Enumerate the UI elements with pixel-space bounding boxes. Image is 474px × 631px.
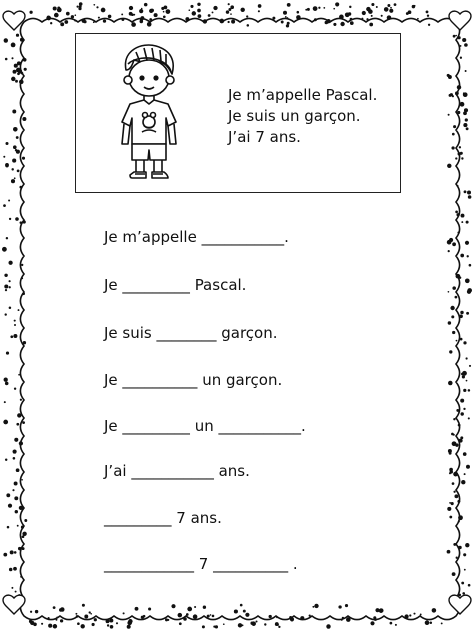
boy-illustration	[104, 40, 194, 190]
worksheet-line-8: ____________ 7 __________ .	[104, 555, 298, 573]
intro-card	[75, 33, 401, 193]
intro-line-age: J’ai 7 ans.	[228, 128, 301, 146]
worksheet-line-3: Je suis ________ garçon.	[104, 324, 278, 342]
worksheet-line-2: Je _________ Pascal.	[104, 276, 247, 294]
worksheet-line-4: Je __________ un garçon.	[104, 371, 283, 389]
worksheet-line-5: Je _________ un ___________.	[104, 417, 306, 435]
intro-line-name: Je m’appelle Pascal.	[228, 86, 378, 104]
heart-icon	[449, 11, 471, 30]
worksheet-line-1: Je m’appelle ___________.	[104, 228, 289, 246]
worksheet-line-6: J’ai ___________ ans.	[104, 462, 250, 480]
worksheet-line-7: _________ 7 ans.	[104, 509, 222, 527]
intro-line-boy: Je suis un garçon.	[228, 107, 361, 125]
heart-icon	[449, 595, 471, 614]
intro-text	[228, 85, 377, 148]
